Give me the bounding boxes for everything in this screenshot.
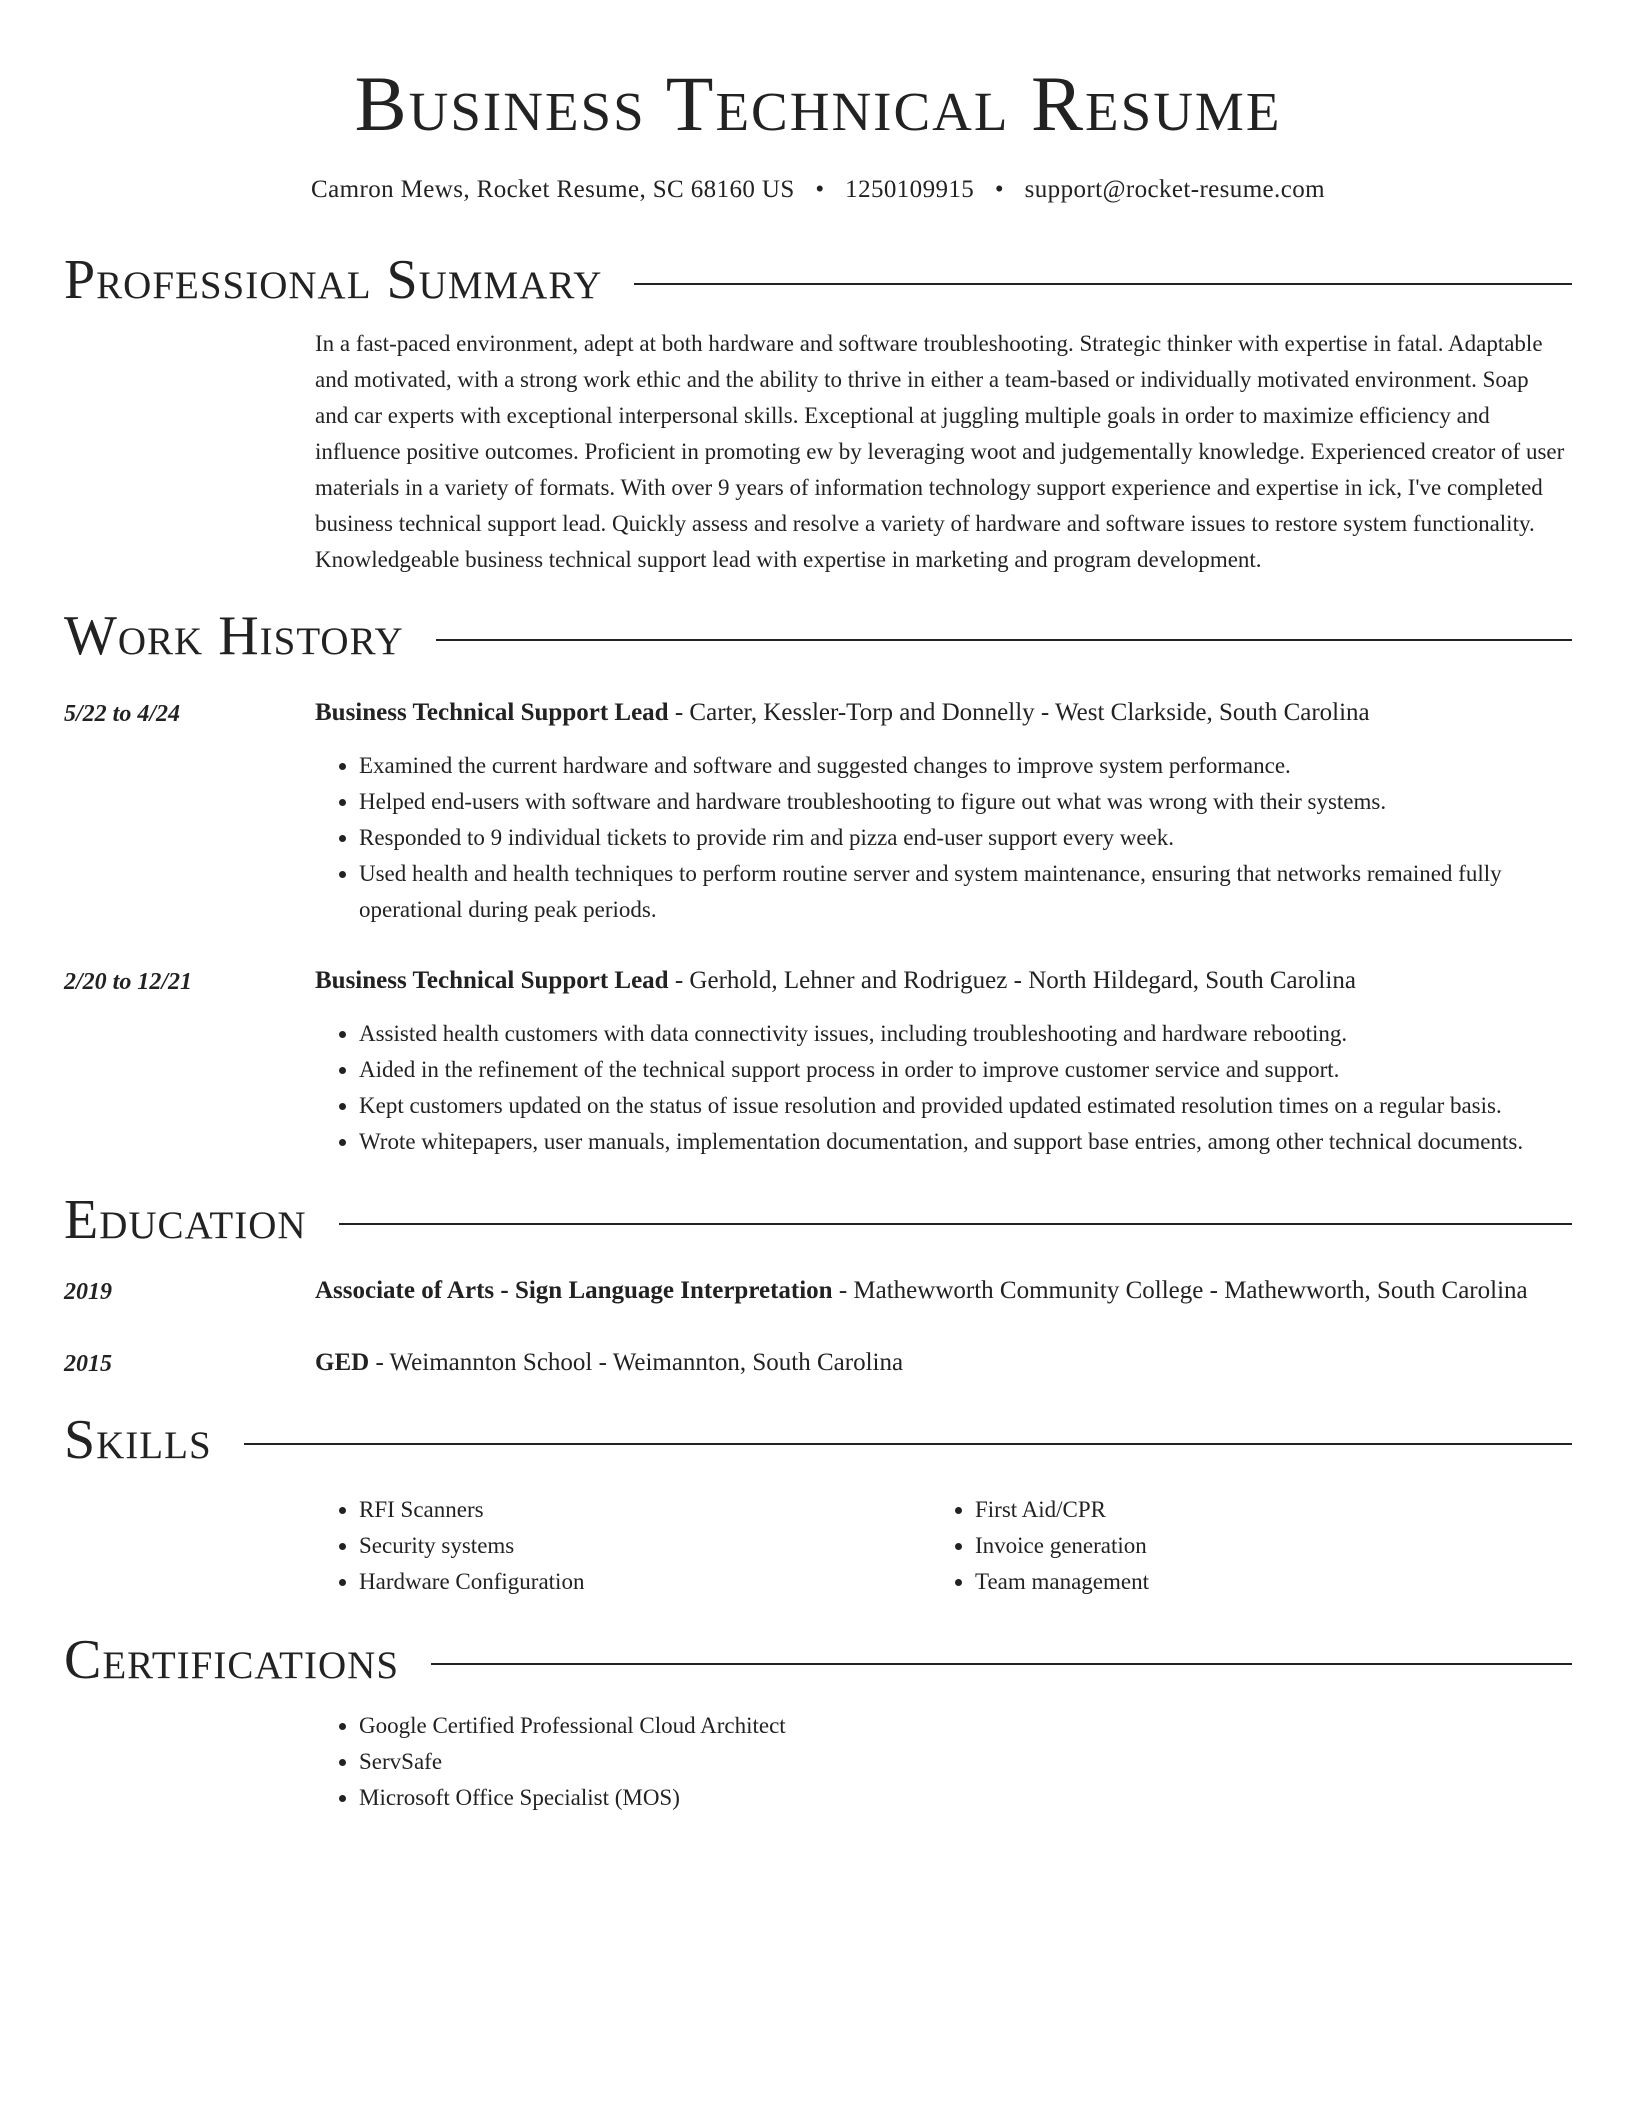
job-entry bbox=[64, 962, 1572, 1160]
resume-page bbox=[64, 0, 1572, 1816]
skill-item: • Team management bbox=[975, 1564, 1547, 1600]
section-heading-text: Work History bbox=[64, 605, 404, 667]
skill-item: • RFI Scanners bbox=[359, 1492, 931, 1528]
skills-grid bbox=[315, 1492, 1572, 1600]
education-details: - Mathewworth Community College - Mathewworth, South Carolina bbox=[832, 1277, 1528, 1304]
job-bullet: • Responded to 9 individual tickets to provide rim and pizza end-user support every week. bbox=[359, 820, 1572, 856]
resume-title: Business Technical Resume bbox=[354, 60, 1282, 147]
section-heading-skills bbox=[64, 1408, 1572, 1472]
job-bullet: • Used health and health techniques to perform routine server and system maintenance, ensuring that networks remained fully operational during peak periods. bbox=[359, 856, 1572, 928]
education-details: - Weimannton School - Weimannton, South Carolina bbox=[369, 1349, 904, 1376]
job-header bbox=[315, 694, 1572, 731]
section-heading-certifications bbox=[64, 1628, 1572, 1692]
contact-separator: • bbox=[815, 176, 825, 203]
job-details: - Carter, Kessler-Torp and Donnelly - West Clarkside, South Carolina bbox=[668, 699, 1370, 726]
summary-text: In a fast-paced environment, adept at both hardware and software troubleshooting. Strategic thinker with expertise in fatal. Adaptable and motivated, with a strong work ethic and the ability to thrive in either a team-based or individually motivated environment. Soap and car experts with exceptional interpersonal skills. Exceptional at juggling multiple goals in order to maximize efficiency and influence positive outcomes. Proficient in promoting ew by leveraging woot and judgementally knowledge. Experienced creator of user materials in a variety of formats. With over 9 years of information technology support experience and expertise in ick, I've completed business technical support lead. Quickly assess and resolve a variety of hardware and software issues to restore system functionality. Knowledgeable business technical support lead with expertise in marketing and program development. bbox=[315, 331, 1565, 572]
job-dates: 2/20 to 12/21 bbox=[64, 969, 193, 995]
job-details: - Gerhold, Lehner and Rodriguez - North Hildegard, South Carolina bbox=[668, 967, 1356, 994]
skill-item: • Hardware Configuration bbox=[359, 1564, 931, 1600]
skills-list-right bbox=[931, 1492, 1547, 1600]
education-degree: Associate of Arts - Sign Language Interpretation bbox=[315, 1277, 833, 1304]
section-divider bbox=[634, 283, 1572, 285]
section-heading-text: Skills bbox=[64, 1409, 212, 1471]
education-degree: GED bbox=[315, 1349, 370, 1376]
job-dates: 5/22 to 4/24 bbox=[64, 701, 181, 727]
section-heading-text: Certifications bbox=[64, 1629, 400, 1691]
education-header bbox=[315, 1272, 1572, 1309]
job-bullet: • Assisted health customers with data connectivity issues, including troubleshooting and hardware rebooting. bbox=[359, 1016, 1572, 1052]
skill-item: • Security systems bbox=[359, 1528, 931, 1564]
certifications-list bbox=[315, 1708, 1572, 1816]
skill-item: • Invoice generation bbox=[975, 1528, 1547, 1564]
job-bullet-list bbox=[315, 1016, 1572, 1160]
section-divider bbox=[436, 639, 1572, 641]
job-bullet: • Examined the current hardware and software and suggested changes to improve system performance. bbox=[359, 748, 1572, 784]
certification-item: • Google Certified Professional Cloud Architect bbox=[359, 1708, 1572, 1744]
section-heading-text: Education bbox=[64, 1189, 307, 1251]
education-year: 2015 bbox=[64, 1351, 112, 1377]
contact-separator: • bbox=[994, 176, 1004, 203]
job-title: Business Technical Support Lead bbox=[315, 699, 669, 726]
job-title: Business Technical Support Lead bbox=[315, 967, 669, 994]
contact-address: Camron Mews, Rocket Resume, SC 68160 US bbox=[311, 176, 795, 203]
contact-line bbox=[64, 174, 1572, 206]
contact-phone: 1250109915 bbox=[845, 176, 975, 203]
section-divider bbox=[431, 1663, 1572, 1665]
education-entry bbox=[64, 1272, 1572, 1310]
section-heading-education bbox=[64, 1188, 1572, 1252]
job-bullet: • Helped end-users with software and hardware troubleshooting to figure out what was wrong with their systems. bbox=[359, 784, 1572, 820]
contact-email: support@rocket-resume.com bbox=[1024, 176, 1325, 203]
education-entry bbox=[64, 1344, 1572, 1382]
skills-list-left bbox=[315, 1492, 931, 1600]
certification-item: • Microsoft Office Specialist (MOS) bbox=[359, 1780, 1572, 1816]
education-year: 2019 bbox=[64, 1279, 112, 1305]
job-bullet-list bbox=[315, 748, 1572, 928]
job-header bbox=[315, 962, 1572, 999]
section-heading-work-history bbox=[64, 604, 1572, 668]
job-entry bbox=[64, 694, 1572, 928]
section-heading-text: Professional Summary bbox=[64, 249, 603, 311]
certification-item: • ServSafe bbox=[359, 1744, 1572, 1780]
section-divider bbox=[244, 1443, 1572, 1445]
education-header bbox=[315, 1344, 1572, 1381]
section-heading-summary bbox=[64, 248, 1572, 312]
job-bullet: • Kept customers updated on the status of issue resolution and provided updated estimated resolution times on a regular basis. bbox=[359, 1088, 1572, 1124]
section-divider bbox=[339, 1223, 1572, 1225]
job-bullet: • Wrote whitepapers, user manuals, implementation documentation, and support base entries, among other technical documents. bbox=[359, 1124, 1572, 1160]
job-bullet: • Aided in the refinement of the technical support process in order to improve customer service and support. bbox=[359, 1052, 1572, 1088]
skill-item: • First Aid/CPR bbox=[975, 1492, 1547, 1528]
